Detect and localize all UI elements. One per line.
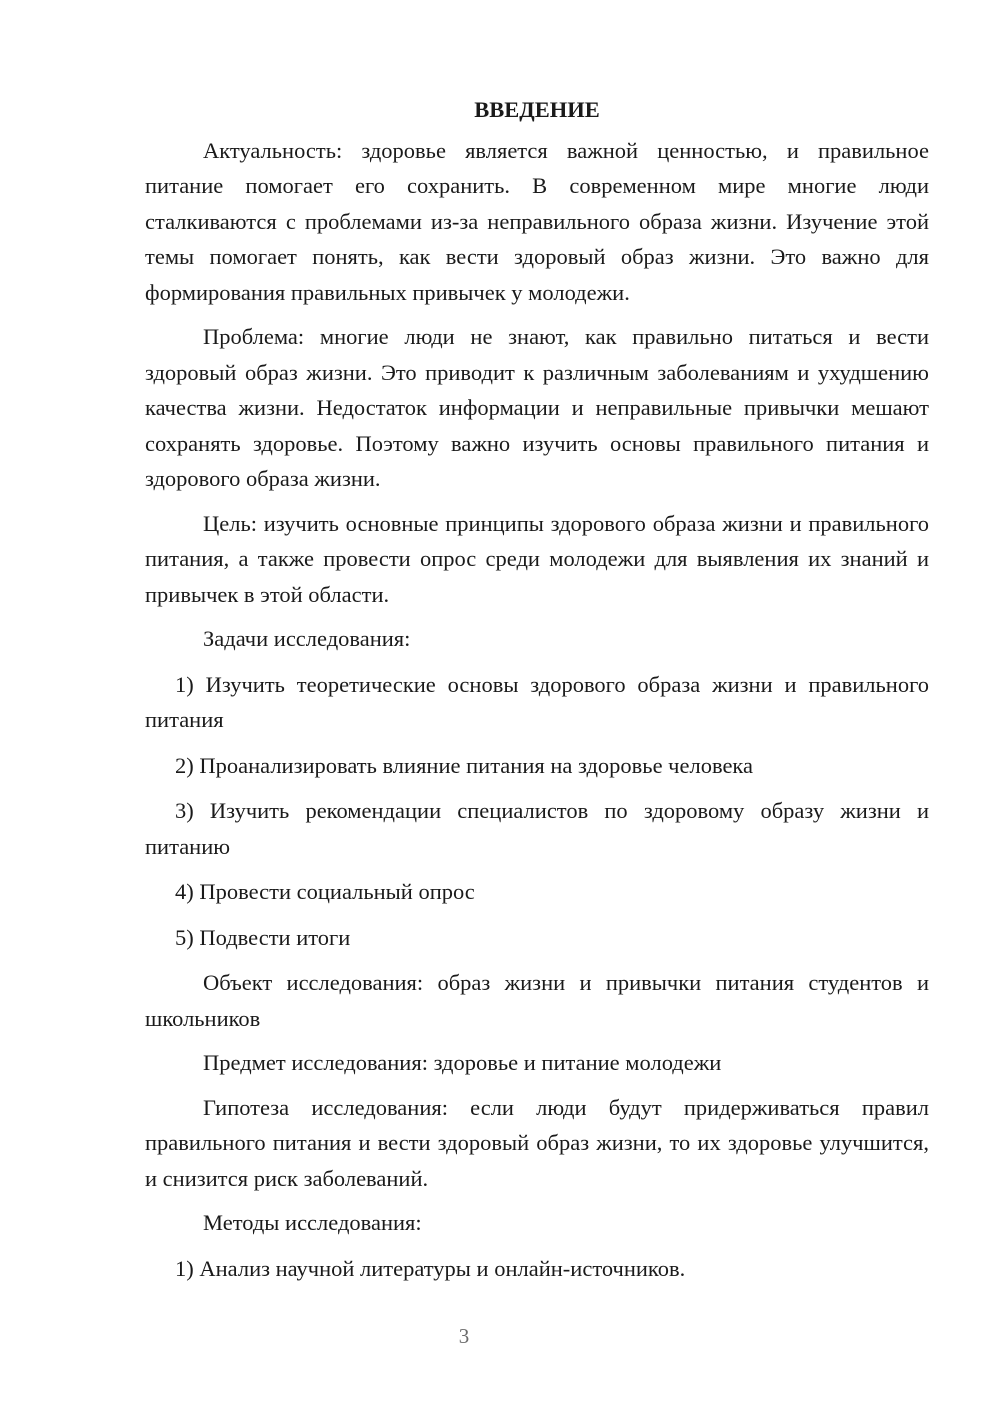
task-item: 3) Изучить рекомендации специалистов по здоровому образу жизни и питанию <box>145 798 929 859</box>
relevance-paragraph: Актуальность: здоровье является важной ценностью, и правильное питание помогает его сохранить. В современном мире многие люди сталкиваются с проблемами из-за неправильного образа жизни. Изучение этой темы помогает понять, как вести здоровый образ жизни. Это важно для формирования правильных привычек у молодежи. <box>145 137 929 305</box>
task-item: 4) Провести социальный опрос <box>175 879 475 904</box>
object-paragraph: Объект исследования: образ жизни и привычки питания студентов и школьников <box>145 970 929 1031</box>
problem-paragraph: Проблема: многие люди не знают, как правильно питаться и вести здоровый образ жизни. Это приводит к различным заболеваниям и ухудшению качества жизни. Недостаток информации и неправильные привычки мешают сохранять здоровье. Поэтому важно изучить основы правильного питания и здорового образа жизни. <box>145 324 929 491</box>
page-heading: ВВЕДЕНИЕ <box>474 97 600 122</box>
task-item: 2) Проанализировать влияние питания на здоровье человека <box>175 752 754 778</box>
task-item: 1) Изучить теоретические основы здорового образа жизни и правильного питания <box>145 671 929 732</box>
task-item: 5) Подвести итоги <box>175 924 351 950</box>
page-number: 3 <box>458 1324 470 1348</box>
methods-label: Методы исследования: <box>203 1210 422 1235</box>
method-item: 1) Анализ научной литературы и онлайн-источников. <box>175 1255 686 1281</box>
page-content <box>145 92 929 1296</box>
tasks-label: Задачи исследования: <box>203 626 411 651</box>
subject-paragraph: Предмет исследования: здоровье и питание молодежи <box>203 1050 722 1075</box>
goal-paragraph: Цель: изучить основные принципы здорового образа жизни и правильного питания, а также провести опрос среди молодежи для выявления их знаний и привычек в этой области. <box>145 510 929 607</box>
hypothesis-paragraph: Гипотеза исследования: если люди будут придерживаться правил правильного питания и вести здоровый образ жизни, то их здоровье улучшится, и снизится риск заболеваний. <box>145 1094 929 1191</box>
